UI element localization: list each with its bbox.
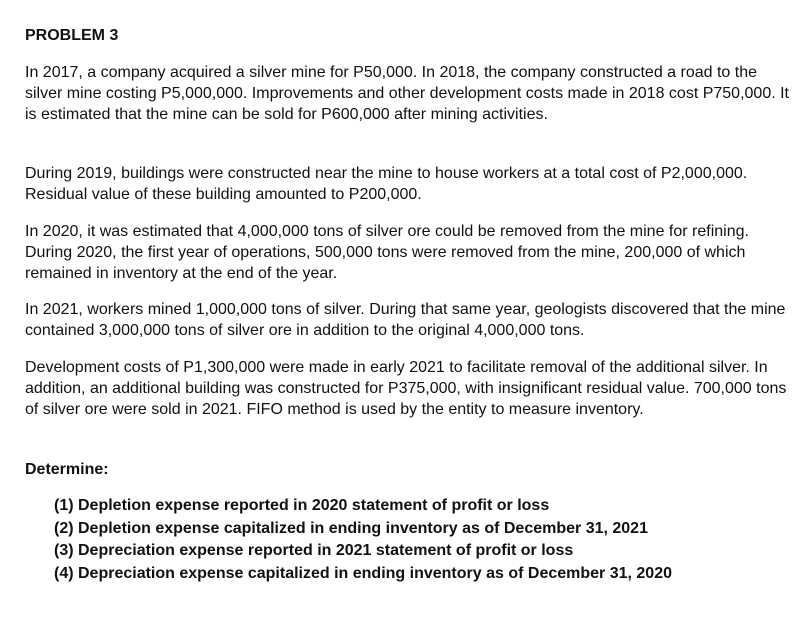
- question-list: [54, 495, 672, 585]
- problem-title: PROBLEM 3: [25, 27, 119, 44]
- paragraph-acquisition: In 2017, a company acquired a silver mine for P50,000. In 2018, the company constructed a road to the silver mine costing P5,000,000. Improvements and other development costs made in 2018 cost P750,000. It is estimated that the mine can be sold for P600,000 after mining activities.: [25, 64, 789, 123]
- paragraph-2021-mining: In 2021, workers mined 1,000,000 tons of silver. During that same year, geologists discovered that the mine contained 3,000,000 tons of silver ore in addition to the original 4,000,000 tons.: [25, 301, 786, 339]
- question-item-2: (2) Depletion expense capitalized in ending inventory as of December 31, 2021: [54, 519, 648, 537]
- paragraph-buildings: During 2019, buildings were constructed near the mine to house workers at a total cost of P2,000,000. Residual value of these building amounted to P200,000.: [25, 165, 748, 203]
- question-item-1: (1) Depletion expense reported in 2020 statement of profit or loss: [54, 497, 550, 514]
- question-item-3: (3) Depreciation expense reported in 2021 statement of profit or loss: [54, 542, 574, 559]
- paragraph-2020-operations: In 2020, it was estimated that 4,000,000 tons of silver ore could be removed from the mine for refining. During 2020, the first year of operations, 500,000 tons were removed from the mine, 200,000 of which remained in inventory at the end of the year.: [25, 223, 749, 282]
- question-item-4: (4) Depreciation expense capitalized in ending inventory as of December 31, 2020: [54, 564, 672, 582]
- problem-page: [25, 0, 797, 623]
- paragraph-development-costs: Development costs of P1,300,000 were made in early 2021 to facilitate removal of the additional silver. In addition, an additional building was constructed for P375,000, with insignificant residual value. 700,000 tons of silver ore were sold in 2021. FIFO method is used by the entity to measure inventory.: [25, 359, 787, 418]
- determine-heading: Determine:: [25, 461, 109, 478]
